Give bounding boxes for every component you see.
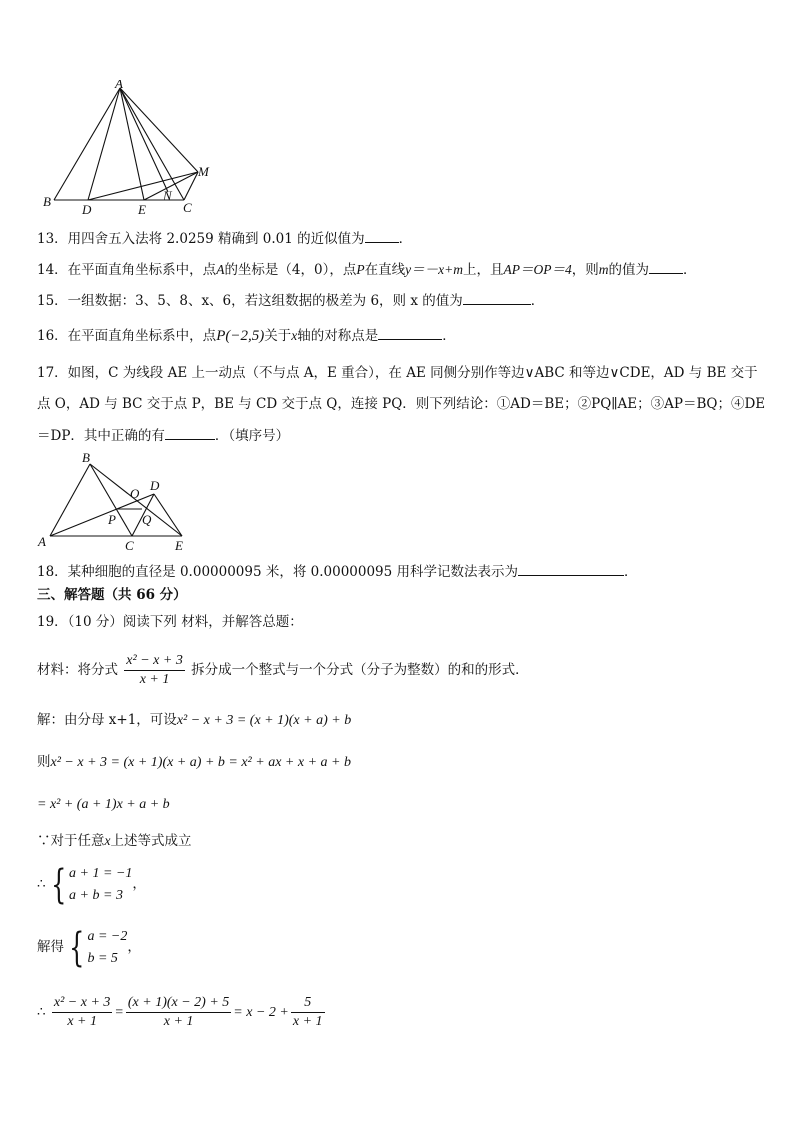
q19-solution-step-3: = x² + (a + 1)x + a + b <box>37 797 170 812</box>
fig1-label-n: N <box>163 188 172 203</box>
question-16: 16．在平面直角坐标系中，点P(−2,5)关于x轴的对称点是 ． <box>37 325 456 346</box>
q16-point: P(−2,5) <box>216 328 265 344</box>
q19-solution-step-4: ∵对于任意x上述等式成立 <box>37 833 192 849</box>
question-17-line-2: 点 O，AD 与 BC 交于点 P，BE 与 CD 交于点 Q，连接 PQ．则下列结论：①AD＝BE；②PQ∥AE；③AP＝BQ；④DE <box>37 396 766 412</box>
left-brace: { <box>50 861 66 908</box>
fig2-label-q: Q <box>142 512 152 527</box>
q19-system-1: ∴ { a + 1 = −1 a + b = 3 ， <box>37 861 146 908</box>
question-17-line-1: 17．如图，C 为线段 AE 上一动点（不与点 A，E 重合），在 AE 同侧分别作等边∨ABC 和等边∨CDE，AD 与 BE 交于 <box>37 365 758 381</box>
material-fraction: $\frac{\text{x² − x + 3}}{x + 1}$ <box>126 653 183 687</box>
fig2-label-b: B <box>82 450 90 465</box>
q18-text: 18．某种细胞的直径是 0.00000095 米，将 0.00000095 用科学记数法表示为 <box>37 564 519 580</box>
q19-final-equation: ∴ $\frac{\text{x² − x + 3}}{x + 1}$ = $\frac{(x + 1)(x - 2) + 5}{x + 1}$ = x − 2 + $\frac{5}{x + 1}$ <box>37 995 323 1029</box>
question-14: 14．在平面直角坐标系中，点A的坐标是（4，0），点P在直线y＝－x+m上，且AP＝OP＝4，则m的值为 ． <box>37 259 696 280</box>
left-brace: { <box>69 924 85 971</box>
q19-solution-step-2: 则x² − x + 3 = (x + 1)(x + a) + b = x² + ax + x + a + b <box>37 754 351 770</box>
q16-answer-blank[interactable] <box>378 325 442 340</box>
fig2-label-p: P <box>108 512 116 527</box>
q19-system-2: 解得 { a = −2 b = 5 ， <box>37 924 141 971</box>
question-13: 13．用四舍五入法将 2.0259 精确到 0.01 的近似值为 ． <box>37 228 412 249</box>
fig1-label-d: D <box>82 202 92 217</box>
q13-answer-blank[interactable] <box>365 228 399 243</box>
figure-triangle-abc <box>38 80 218 220</box>
q14-line-equation: y＝－x+m <box>405 262 463 277</box>
fig2-label-o: O <box>130 486 140 501</box>
question-18: 18．某种细胞的直径是 0.00000095 米，将 0.00000095 用科学记数法表示为 ． <box>37 561 638 582</box>
fig2-label-d: D <box>150 478 160 493</box>
fig2-label-c: C <box>125 538 134 553</box>
question-17-line-3: ＝DP．其中正确的有 ．（填序号） <box>37 425 289 446</box>
fig1-label-m: M <box>198 164 209 179</box>
q15-text: 15．一组数据：3、5、8、x、6，若这组数据的极差为 6，则 x 的值为 <box>37 293 463 309</box>
q14-answer-blank[interactable] <box>649 259 683 274</box>
question-19-heading: 19．（10 分）阅读下列 材料，并解答总题： <box>37 614 303 630</box>
fig1-label-a: A <box>115 80 123 91</box>
figure-equilateral-triangles <box>34 450 194 554</box>
q15-answer-blank[interactable] <box>463 290 531 305</box>
q18-answer-blank[interactable] <box>518 561 624 576</box>
fig1-label-c: C <box>183 200 192 215</box>
q19-material: 材料：将分式 $\frac{\text{x² − x + 3}}{x + 1}$ 拆分成一个整式与一个分式（分子为整数）的和的形式． <box>37 653 529 687</box>
question-15: 15．一组数据：3、5、8、x、6，若这组数据的极差为 6，则 x 的值为 ． <box>37 290 544 311</box>
q13-text: 13．用四舍五入法将 2.0259 精确到 0.01 的近似值为 <box>37 231 365 247</box>
fig2-label-e: E <box>175 538 183 553</box>
fig1-label-e: E <box>138 202 146 217</box>
q17-answer-blank[interactable] <box>165 425 215 440</box>
section-heading: 三、解答题（共 66 分） <box>37 587 187 603</box>
fig2-label-a: A <box>38 534 46 549</box>
q19-solution-step-1: 解：由分母 x+1，可设x² − x + 3 = (x + 1)(x + a) + b <box>37 712 352 728</box>
fig1-label-b: B <box>43 194 51 209</box>
